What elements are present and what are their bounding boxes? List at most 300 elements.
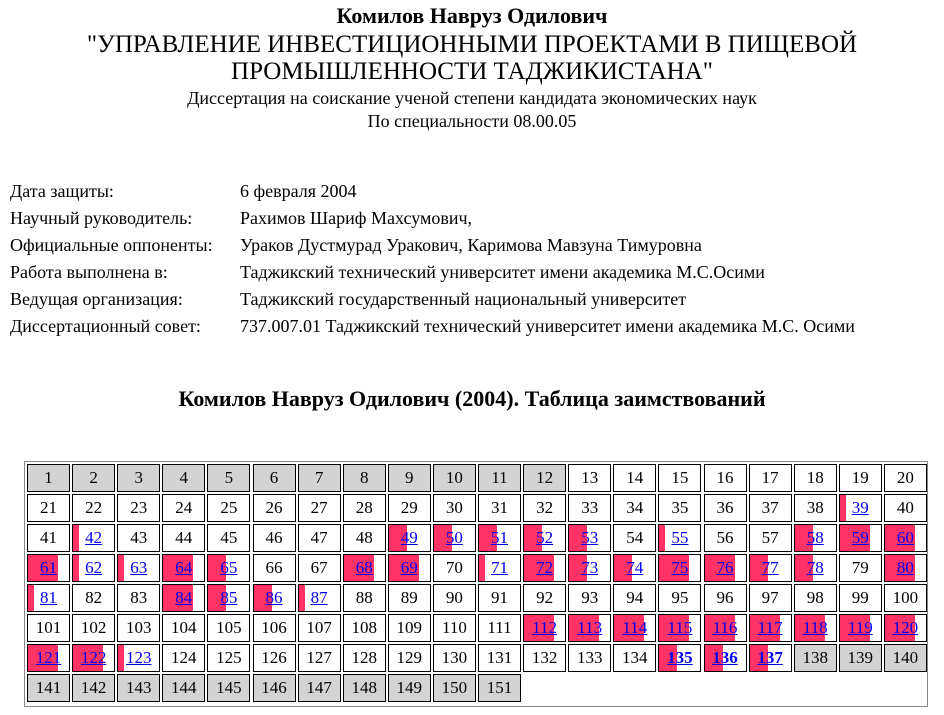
page-number: 124 — [171, 648, 197, 667]
info-value: 737.007.01 Таджикский технический университет имени академика М.С. Осими — [240, 316, 855, 336]
page-number: 32 — [536, 498, 554, 517]
page-cell — [433, 464, 476, 492]
page-cell[interactable] — [704, 614, 747, 642]
page-number: 92 — [536, 588, 554, 607]
page-number: 83 — [130, 588, 148, 607]
info-label: Официальные оппоненты: — [10, 235, 213, 255]
page-number: 91 — [491, 588, 508, 607]
page-cell — [27, 674, 70, 702]
page-number: 8 — [359, 468, 369, 487]
page-cell — [704, 464, 747, 492]
page-cell — [433, 584, 476, 612]
page-cell — [253, 464, 296, 492]
page-cell — [523, 494, 566, 522]
borrowing-bar — [118, 645, 124, 671]
page-number: 37 — [761, 498, 779, 517]
page-cell — [749, 494, 792, 522]
info-row — [10, 178, 855, 205]
page-cell — [568, 644, 611, 672]
page-number: 133 — [576, 648, 603, 667]
page-link[interactable]: 63 — [130, 558, 148, 577]
page-cell[interactable] — [704, 644, 747, 672]
page-link[interactable]: 69 — [400, 558, 418, 577]
page-cell — [613, 524, 656, 552]
page-cell — [794, 644, 837, 672]
borrowing-bar — [840, 495, 846, 521]
page-cell — [884, 584, 927, 612]
page-cell — [253, 494, 296, 522]
info-value: Таджикский государственный национальный университет — [240, 289, 687, 309]
page-cell — [298, 554, 341, 582]
page-number: 46 — [265, 528, 283, 547]
page-cell — [298, 644, 341, 672]
info-label: Дата защиты: — [10, 181, 114, 201]
page-cell — [117, 584, 160, 612]
page-number: 11 — [491, 468, 508, 487]
page-number: 44 — [175, 528, 193, 547]
info-row — [10, 232, 855, 259]
page-cell[interactable] — [568, 524, 611, 552]
page-number: 70 — [445, 558, 463, 577]
page-cell[interactable] — [162, 584, 205, 612]
page-cell — [117, 494, 160, 522]
page-cell — [478, 584, 521, 612]
page-link[interactable]: 113 — [577, 618, 603, 637]
page-number: 47 — [310, 528, 328, 547]
page-link[interactable]: 114 — [622, 618, 648, 637]
page-link[interactable]: 51 — [491, 528, 508, 547]
page-cell — [794, 494, 837, 522]
borrowing-bar — [73, 525, 79, 551]
page-number: 147 — [306, 678, 332, 697]
page-link[interactable]: 65 — [220, 558, 238, 577]
page-number: 14 — [626, 468, 644, 487]
page-cell[interactable] — [568, 554, 611, 582]
page-number: 38 — [806, 498, 824, 517]
page-cell[interactable] — [704, 554, 747, 582]
page-number: 45 — [220, 528, 238, 547]
page-cell — [839, 644, 882, 672]
page-cell — [27, 524, 70, 552]
page-number: 23 — [130, 498, 148, 517]
page-cell — [207, 494, 250, 522]
page-number: 126 — [261, 648, 287, 667]
page-number: 41 — [40, 528, 57, 547]
page-cell[interactable] — [613, 614, 656, 642]
page-cell[interactable] — [27, 584, 70, 612]
page-cell — [523, 464, 566, 492]
page-cell[interactable] — [478, 524, 521, 552]
page-number: 10 — [445, 468, 463, 487]
page-cell — [343, 644, 386, 672]
page-link[interactable]: 123 — [125, 648, 152, 667]
page-cell[interactable] — [884, 524, 927, 552]
page-number: 111 — [487, 618, 512, 637]
page-cell — [388, 614, 431, 642]
page-number: 109 — [396, 618, 423, 637]
page-number: 40 — [896, 498, 914, 517]
page-link[interactable]: 84 — [175, 588, 193, 607]
page-cell — [839, 584, 882, 612]
page-number: 33 — [581, 498, 599, 517]
page-number: 19 — [851, 468, 869, 487]
page-number: 138 — [802, 648, 828, 667]
page-link[interactable]: 75 — [671, 558, 689, 577]
page-cell — [117, 524, 160, 552]
info-row — [10, 205, 855, 232]
page-number: 148 — [351, 678, 377, 697]
page-cell[interactable] — [478, 554, 521, 582]
page-cell[interactable] — [884, 554, 927, 582]
page-cell — [162, 524, 205, 552]
page-number: 4 — [179, 468, 189, 487]
page-link[interactable]: 136 — [712, 648, 738, 667]
page-number: 54 — [626, 528, 644, 547]
page-number: 89 — [400, 588, 418, 607]
page-number: 90 — [445, 588, 463, 607]
page-cell — [253, 614, 296, 642]
page-cell — [478, 674, 521, 702]
page-cell — [478, 464, 521, 492]
page-cell[interactable] — [884, 614, 927, 642]
page-number: 30 — [445, 498, 463, 517]
page-cell[interactable] — [839, 524, 882, 552]
page-link[interactable]: 52 — [536, 528, 554, 547]
page-cell[interactable] — [749, 554, 792, 582]
page-number: 131 — [486, 648, 513, 667]
page-cell — [207, 674, 250, 702]
page-cell — [207, 524, 250, 552]
page-cell — [433, 554, 476, 582]
page-cell[interactable] — [207, 554, 250, 582]
page-number: 13 — [581, 468, 599, 487]
page-cell[interactable] — [749, 644, 792, 672]
page-link[interactable]: 61 — [40, 558, 57, 577]
page-cell[interactable] — [794, 524, 837, 552]
page-link[interactable]: 58 — [806, 528, 824, 547]
page-cell — [343, 614, 386, 642]
page-cell — [162, 614, 205, 642]
page-cell — [298, 674, 341, 702]
page-cell — [72, 584, 115, 612]
page-link[interactable]: 87 — [310, 588, 328, 607]
page-cell — [613, 584, 656, 612]
page-cell[interactable] — [343, 554, 386, 582]
page-link[interactable]: 49 — [400, 528, 418, 547]
page-cell — [72, 494, 115, 522]
page-number: 139 — [847, 648, 874, 667]
page-cell[interactable] — [27, 554, 70, 582]
page-link[interactable]: 62 — [85, 558, 103, 577]
page-number: 97 — [761, 588, 779, 607]
page-number: 108 — [351, 618, 377, 637]
info-value: 6 февраля 2004 — [240, 181, 357, 201]
table-title: Комилов Навруз Одилович (2004). Таблица заимствований — [178, 386, 766, 411]
page-link[interactable]: 118 — [802, 618, 828, 637]
page-number: 110 — [441, 618, 467, 637]
page-number: 134 — [622, 648, 648, 667]
page-cell — [388, 644, 431, 672]
page-number: 93 — [581, 588, 599, 607]
page-cell — [388, 494, 431, 522]
page-cell — [433, 674, 476, 702]
page-cell[interactable] — [388, 524, 431, 552]
page-cell — [704, 584, 747, 612]
page-link[interactable]: 80 — [896, 558, 914, 577]
page-link[interactable]: 76 — [716, 558, 734, 577]
page-cell — [162, 494, 205, 522]
page-cell — [658, 494, 701, 522]
page-cell[interactable] — [207, 584, 250, 612]
page-cell[interactable] — [117, 554, 160, 582]
page-cell[interactable] — [433, 524, 476, 552]
page-cell[interactable] — [749, 614, 792, 642]
page-number: 35 — [671, 498, 689, 517]
page-cell[interactable] — [523, 614, 566, 642]
page-number: 96 — [716, 588, 734, 607]
info-label: Научный руководитель: — [10, 208, 193, 228]
page-number: 16 — [716, 468, 734, 487]
info-label: Работа выполнена в: — [10, 262, 168, 282]
page-number: 2 — [89, 468, 98, 487]
page-number: 101 — [35, 618, 62, 637]
page-cell — [162, 674, 205, 702]
page-cell — [253, 524, 296, 552]
borrowings-table — [24, 461, 928, 707]
info-value: Ураков Дустмурад Уракович, Каримова Мавзуна Тимуровна — [240, 235, 702, 255]
page-number: 105 — [216, 618, 242, 637]
page-cell — [343, 584, 386, 612]
page-number: 20 — [896, 468, 914, 487]
page-link[interactable]: 78 — [806, 558, 824, 577]
page-number: 88 — [355, 588, 373, 607]
page-link[interactable]: 112 — [532, 618, 558, 637]
page-number: 79 — [851, 558, 869, 577]
page-link[interactable]: 86 — [265, 588, 283, 607]
page-cell — [884, 464, 927, 492]
page-link[interactable]: 81 — [40, 588, 57, 607]
page-cell — [343, 494, 386, 522]
page-number: 66 — [265, 558, 283, 577]
page-cell — [523, 644, 566, 672]
page-number: 149 — [396, 678, 423, 697]
page-cell — [884, 644, 927, 672]
page-link[interactable]: 53 — [581, 528, 599, 547]
page-cell — [523, 584, 566, 612]
page-link[interactable]: 122 — [80, 648, 107, 667]
page-cell[interactable] — [72, 524, 115, 552]
page-number: 100 — [892, 588, 919, 607]
page-link[interactable]: 68 — [355, 558, 373, 577]
page-number: 43 — [130, 528, 148, 547]
page-cell — [749, 524, 792, 552]
page-cell — [568, 464, 611, 492]
page-cell — [658, 584, 701, 612]
page-cell — [27, 464, 70, 492]
page-cell — [72, 464, 115, 492]
page-cell — [794, 584, 837, 612]
page-number: 27 — [310, 498, 328, 517]
page-link[interactable]: 117 — [757, 618, 783, 637]
info-label: Диссертационный совет: — [10, 316, 201, 336]
page-cell — [433, 494, 476, 522]
page-number: 57 — [761, 528, 779, 547]
page-cell — [27, 614, 70, 642]
page-cell[interactable] — [253, 584, 296, 612]
page-number: 1 — [44, 468, 53, 487]
page-cell — [478, 494, 521, 522]
page-link[interactable]: 60 — [896, 528, 914, 547]
page-cell[interactable] — [794, 554, 837, 582]
page-number: 127 — [306, 648, 332, 667]
page-link[interactable]: 120 — [892, 618, 919, 637]
page-cell[interactable] — [839, 614, 882, 642]
page-number: 107 — [306, 618, 332, 637]
page-link[interactable]: 71 — [491, 558, 508, 577]
page-cell — [839, 554, 882, 582]
thesis-title — [0, 31, 944, 85]
page-cell — [343, 674, 386, 702]
page-number: 24 — [175, 498, 193, 517]
page-cell[interactable] — [72, 644, 115, 672]
specialty-line: По специальности 08.00.05 — [367, 111, 577, 131]
page-number: 102 — [80, 618, 107, 637]
page-cell — [568, 584, 611, 612]
page-number: 36 — [716, 498, 734, 517]
page-cell — [749, 464, 792, 492]
page-number: 12 — [536, 468, 554, 487]
page-cell — [253, 554, 296, 582]
page-link[interactable]: 50 — [445, 528, 463, 547]
borrowing-bar — [28, 585, 34, 611]
page-number: 98 — [806, 588, 824, 607]
page-cell[interactable] — [27, 644, 70, 672]
page-cell[interactable] — [523, 524, 566, 552]
page-link[interactable]: 39 — [851, 498, 869, 517]
page-link[interactable]: 64 — [175, 558, 193, 577]
page-cell — [749, 584, 792, 612]
info-value: Рахимов Шариф Махсумович, — [240, 208, 473, 228]
page-cell[interactable] — [72, 554, 115, 582]
page-cell — [884, 494, 927, 522]
page-cell — [117, 614, 160, 642]
page-cell — [704, 494, 747, 522]
page-cell — [388, 584, 431, 612]
page-cell — [207, 644, 250, 672]
page-link[interactable]: 115 — [667, 618, 693, 637]
page-number: 95 — [671, 588, 689, 607]
page-number: 125 — [216, 648, 242, 667]
info-row — [10, 313, 855, 340]
page-cell — [253, 674, 296, 702]
page-cell — [117, 674, 160, 702]
page-cell — [298, 464, 341, 492]
page-cell[interactable] — [568, 614, 611, 642]
page-number: 140 — [892, 648, 919, 667]
page-cell[interactable] — [658, 644, 701, 672]
page-link[interactable]: 85 — [220, 588, 238, 607]
page-cell[interactable] — [658, 524, 701, 552]
page-cell — [433, 644, 476, 672]
page-cell — [478, 614, 521, 642]
page-number: 6 — [269, 468, 279, 487]
page-link[interactable]: 59 — [851, 528, 869, 547]
page-number: 130 — [441, 648, 468, 667]
thesis-title-line2: ПРОМЫШЛЕННОСТИ ТАДЖИКИСТАНА" — [231, 58, 713, 85]
borrowing-bar — [299, 585, 305, 611]
page-cell — [343, 524, 386, 552]
page-cell[interactable] — [794, 614, 837, 642]
page-cell — [388, 464, 431, 492]
page-cell — [433, 614, 476, 642]
page-number: 26 — [265, 498, 283, 517]
page-link[interactable]: 137 — [757, 648, 783, 667]
page-number: 22 — [85, 498, 103, 517]
page-number: 94 — [626, 588, 644, 607]
page-number: 142 — [80, 678, 107, 697]
page-cell[interactable] — [298, 584, 341, 612]
page-cell[interactable] — [658, 554, 701, 582]
page-cell — [568, 494, 611, 522]
page-number: 28 — [355, 498, 373, 517]
page-number: 56 — [716, 528, 734, 547]
page-number: 132 — [531, 648, 558, 667]
page-link[interactable]: 55 — [671, 528, 689, 547]
page-link[interactable]: 42 — [85, 528, 103, 547]
page-number: 34 — [626, 498, 644, 517]
page-cell — [613, 494, 656, 522]
page-cell[interactable] — [162, 554, 205, 582]
page-link[interactable]: 121 — [35, 648, 62, 667]
page-cell[interactable] — [117, 644, 160, 672]
page-number: 48 — [355, 528, 373, 547]
page-link[interactable]: 74 — [626, 558, 644, 577]
page-cell[interactable] — [523, 554, 566, 582]
page-cell — [388, 674, 431, 702]
page-cell — [613, 464, 656, 492]
page-number: 141 — [35, 678, 62, 697]
page-number: 151 — [486, 678, 513, 697]
page-link[interactable]: 135 — [667, 648, 693, 667]
page-cell — [117, 464, 160, 492]
page-link[interactable]: 119 — [847, 618, 873, 637]
page-link[interactable]: 116 — [712, 618, 738, 637]
info-block — [10, 178, 855, 340]
page-number: 31 — [491, 498, 508, 517]
page-number: 104 — [171, 618, 197, 637]
page-cell[interactable] — [613, 554, 656, 582]
page-number: 21 — [40, 498, 57, 517]
info-row — [10, 259, 855, 286]
page-cell[interactable] — [658, 614, 701, 642]
page-number: 25 — [220, 498, 238, 517]
page-cell — [839, 464, 882, 492]
page-number: 146 — [261, 678, 287, 697]
page-link[interactable]: 77 — [761, 558, 779, 577]
page-cell[interactable] — [388, 554, 431, 582]
page-number: 103 — [125, 618, 152, 637]
page-cell[interactable] — [839, 494, 882, 522]
page-number: 5 — [224, 468, 234, 487]
page-link[interactable]: 72 — [536, 558, 554, 577]
page-link[interactable]: 73 — [581, 558, 599, 577]
page-number: 99 — [851, 588, 869, 607]
page-number: 128 — [351, 648, 377, 667]
page-number: 7 — [314, 468, 324, 487]
page-number: 82 — [85, 588, 103, 607]
page-cell — [162, 644, 205, 672]
page-cell — [343, 464, 386, 492]
